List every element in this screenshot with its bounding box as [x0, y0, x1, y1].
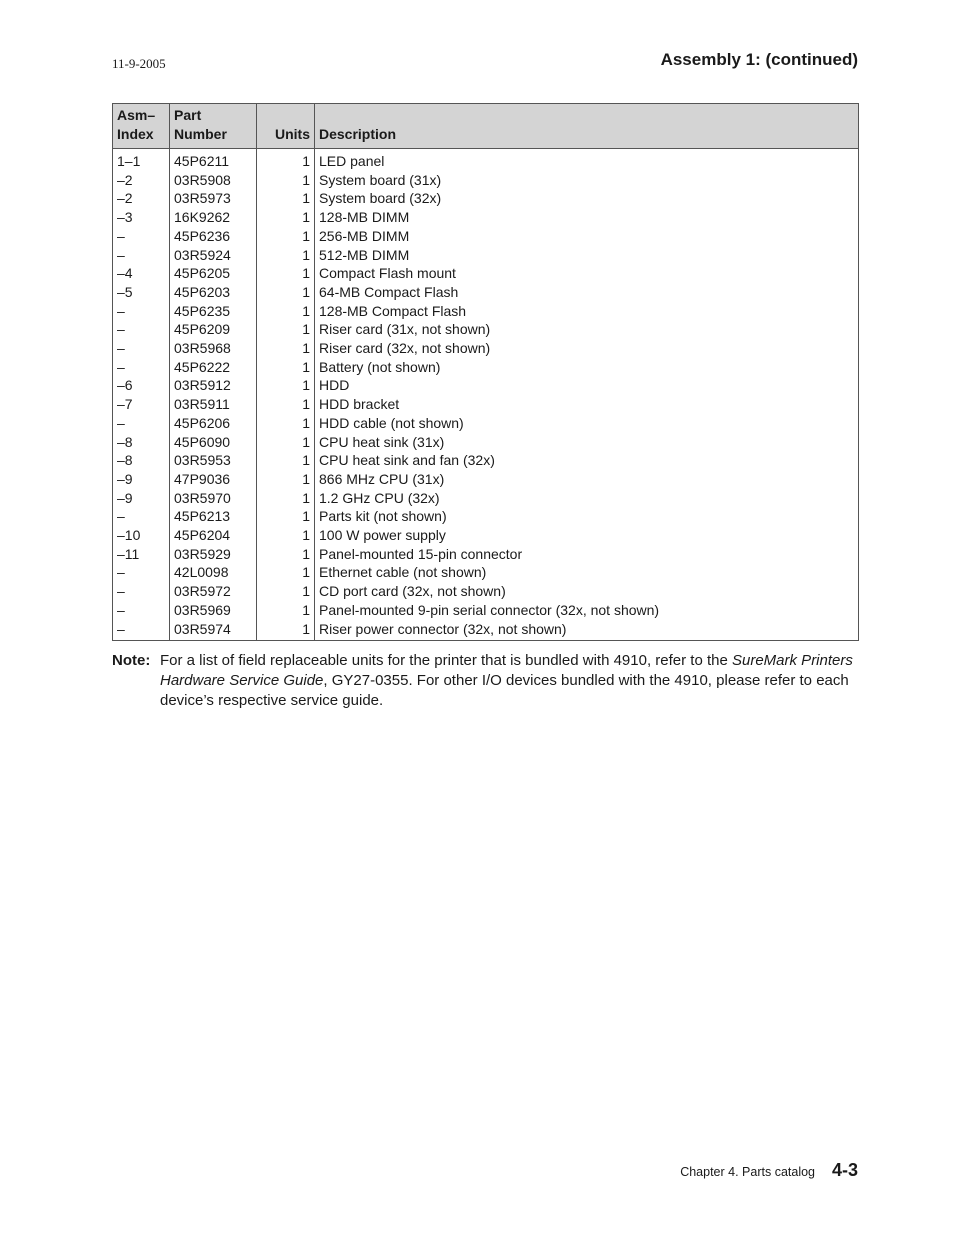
- table-row: [113, 320, 859, 339]
- cell-description: CPU heat sink (31x): [315, 433, 859, 452]
- cell-index: –: [113, 601, 170, 620]
- table-row: [113, 395, 859, 414]
- cell-index: –7: [113, 395, 170, 414]
- cell-description: Riser power connector (32x, not shown): [315, 620, 859, 641]
- table-row: [113, 149, 859, 171]
- cell-part-number: 03R5972: [170, 582, 257, 601]
- cell-description: 64-MB Compact Flash: [315, 283, 859, 302]
- note-label: Note:: [112, 652, 151, 669]
- cell-index: –: [113, 227, 170, 246]
- cell-units: 1: [257, 507, 315, 526]
- cell-description: Compact Flash mount: [315, 264, 859, 283]
- table-row: [113, 470, 859, 489]
- cell-units: 1: [257, 227, 315, 246]
- cell-index: –9: [113, 489, 170, 508]
- cell-units: 1: [257, 149, 315, 171]
- cell-part-number: 03R5924: [170, 246, 257, 265]
- cell-index: –6: [113, 376, 170, 395]
- column-header-description: Description: [315, 104, 859, 149]
- cell-units: 1: [257, 451, 315, 470]
- cell-index: –: [113, 320, 170, 339]
- cell-part-number: 03R5974: [170, 620, 257, 641]
- cell-part-number: 03R5912: [170, 376, 257, 395]
- cell-units: 1: [257, 414, 315, 433]
- cell-index: –: [113, 339, 170, 358]
- cell-description: 128-MB Compact Flash: [315, 302, 859, 321]
- document-date: 11-9-2005: [112, 56, 166, 71]
- cell-description: Panel-mounted 9-pin serial connector (32x, not shown): [315, 601, 859, 620]
- cell-description: Ethernet cable (not shown): [315, 563, 859, 582]
- cell-units: 1: [257, 189, 315, 208]
- table-row: [113, 526, 859, 545]
- cell-description: 866 MHz CPU (31x): [315, 470, 859, 489]
- column-header-units: Units: [257, 104, 315, 149]
- cell-part-number: 03R5973: [170, 189, 257, 208]
- table-row: [113, 414, 859, 433]
- cell-description: 512-MB DIMM: [315, 246, 859, 265]
- cell-part-number: 47P9036: [170, 470, 257, 489]
- parts-table-body: [113, 149, 859, 641]
- cell-description: 100 W power supply: [315, 526, 859, 545]
- cell-units: 1: [257, 246, 315, 265]
- cell-index: –2: [113, 171, 170, 190]
- cell-index: –: [113, 507, 170, 526]
- table-row: [113, 339, 859, 358]
- cell-description: System board (31x): [315, 171, 859, 190]
- cell-part-number: 45P6203: [170, 283, 257, 302]
- cell-index: –8: [113, 451, 170, 470]
- cell-description: 256-MB DIMM: [315, 227, 859, 246]
- table-row: [113, 227, 859, 246]
- cell-part-number: 45P6205: [170, 264, 257, 283]
- cell-part-number: 16K9262: [170, 208, 257, 227]
- cell-description: HDD cable (not shown): [315, 414, 859, 433]
- cell-index: –11: [113, 545, 170, 564]
- table-row: [113, 376, 859, 395]
- cell-index: –: [113, 563, 170, 582]
- table-row: [113, 171, 859, 190]
- note: [112, 651, 859, 711]
- cell-units: 1: [257, 582, 315, 601]
- cell-units: 1: [257, 283, 315, 302]
- footer-chapter: Chapter 4. Parts catalog: [680, 1165, 815, 1179]
- cell-part-number: 45P6222: [170, 358, 257, 377]
- cell-index: –9: [113, 470, 170, 489]
- cell-part-number: 03R5908: [170, 171, 257, 190]
- table-row: [113, 620, 859, 641]
- cell-index: –3: [113, 208, 170, 227]
- cell-part-number: 42L0098: [170, 563, 257, 582]
- cell-description: CPU heat sink and fan (32x): [315, 451, 859, 470]
- table-row: [113, 601, 859, 620]
- cell-index: 1–1: [113, 149, 170, 171]
- column-header-part-number: Part Number: [170, 104, 257, 149]
- table-header-row: [113, 104, 859, 149]
- cell-index: –: [113, 620, 170, 641]
- cell-units: 1: [257, 563, 315, 582]
- cell-index: –: [113, 246, 170, 265]
- cell-part-number: 03R5970: [170, 489, 257, 508]
- cell-part-number: 45P6206: [170, 414, 257, 433]
- cell-units: 1: [257, 601, 315, 620]
- cell-description: Parts kit (not shown): [315, 507, 859, 526]
- table-row: [113, 545, 859, 564]
- cell-units: 1: [257, 395, 315, 414]
- cell-units: 1: [257, 302, 315, 321]
- cell-units: 1: [257, 171, 315, 190]
- table-row: [113, 451, 859, 470]
- cell-description: CD port card (32x, not shown): [315, 582, 859, 601]
- cell-part-number: 45P6090: [170, 433, 257, 452]
- table-row: [113, 264, 859, 283]
- cell-description: Riser card (32x, not shown): [315, 339, 859, 358]
- note-body: For a list of field replaceable units for the printer that is bundled with 4910, refer to the SureMark Printers Hardware Service Guide, GY27-0355. For other I/O devices bundled with the 4910, please refer to each device’s respective service guide.: [160, 652, 853, 709]
- cell-description: Battery (not shown): [315, 358, 859, 377]
- cell-units: 1: [257, 489, 315, 508]
- cell-units: 1: [257, 320, 315, 339]
- cell-part-number: 45P6213: [170, 507, 257, 526]
- cell-units: 1: [257, 208, 315, 227]
- cell-units: 1: [257, 470, 315, 489]
- cell-index: –: [113, 302, 170, 321]
- cell-part-number: 03R5929: [170, 545, 257, 564]
- cell-index: –5: [113, 283, 170, 302]
- cell-units: 1: [257, 526, 315, 545]
- cell-part-number: 03R5911: [170, 395, 257, 414]
- cell-index: –: [113, 358, 170, 377]
- cell-index: –: [113, 582, 170, 601]
- cell-index: –2: [113, 189, 170, 208]
- table-row: [113, 433, 859, 452]
- cell-description: HDD: [315, 376, 859, 395]
- cell-units: 1: [257, 339, 315, 358]
- column-header-index: Asm– Index: [113, 104, 170, 149]
- cell-description: LED panel: [315, 149, 859, 171]
- table-row: [113, 283, 859, 302]
- running-title: Assembly 1: (continued): [660, 50, 858, 69]
- cell-description: 128-MB DIMM: [315, 208, 859, 227]
- cell-description: 1.2 GHz CPU (32x): [315, 489, 859, 508]
- table-row: [113, 208, 859, 227]
- cell-description: Riser card (31x, not shown): [315, 320, 859, 339]
- cell-part-number: 45P6209: [170, 320, 257, 339]
- cell-part-number: 03R5953: [170, 451, 257, 470]
- cell-description: Panel-mounted 15-pin connector: [315, 545, 859, 564]
- table-row: [113, 302, 859, 321]
- cell-units: 1: [257, 545, 315, 564]
- table-row: [113, 189, 859, 208]
- cell-description: System board (32x): [315, 189, 859, 208]
- cell-units: 1: [257, 358, 315, 377]
- table-row: [113, 507, 859, 526]
- cell-part-number: 45P6235: [170, 302, 257, 321]
- cell-description: HDD bracket: [315, 395, 859, 414]
- cell-index: –4: [113, 264, 170, 283]
- book-title: SureMark Printers Hardware Service Guide: [160, 652, 853, 689]
- table-row: [113, 358, 859, 377]
- table-row: [113, 582, 859, 601]
- page-number: 4-3: [831, 1160, 858, 1180]
- cell-units: 1: [257, 433, 315, 452]
- cell-units: 1: [257, 264, 315, 283]
- cell-part-number: 45P6236: [170, 227, 257, 246]
- table-row: [113, 489, 859, 508]
- cell-index: –8: [113, 433, 170, 452]
- cell-units: 1: [257, 376, 315, 395]
- cell-units: 1: [257, 620, 315, 641]
- table-row: [113, 246, 859, 265]
- cell-part-number: 03R5968: [170, 339, 257, 358]
- cell-part-number: 03R5969: [170, 601, 257, 620]
- cell-part-number: 45P6204: [170, 526, 257, 545]
- parts-table: [112, 103, 859, 641]
- table-row: [113, 563, 859, 582]
- cell-index: –10: [113, 526, 170, 545]
- cell-part-number: 45P6211: [170, 149, 257, 171]
- cell-index: –: [113, 414, 170, 433]
